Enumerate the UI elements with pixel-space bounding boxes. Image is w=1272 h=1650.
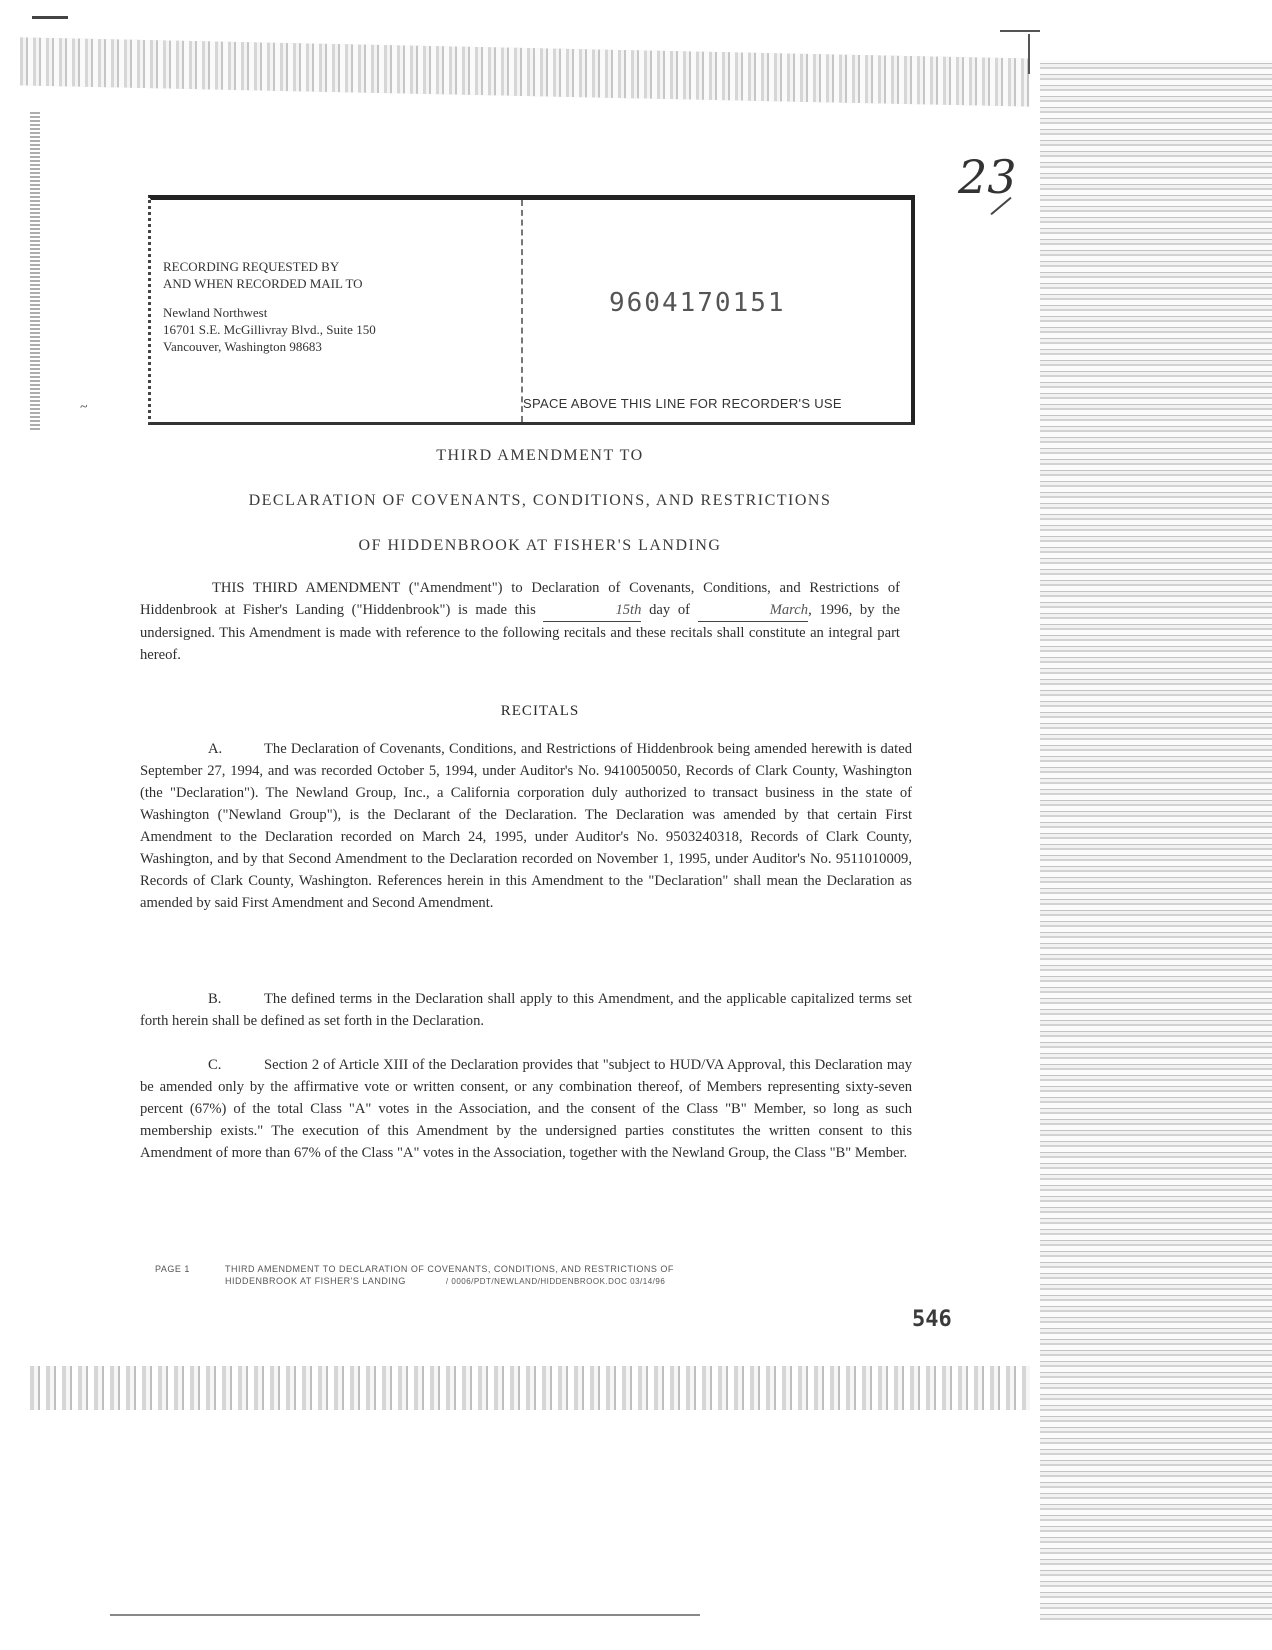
recording-box — [148, 195, 915, 425]
recital-text: Section 2 of Article XIII of the Declaration provides that "subject to HUD/VA Approval, this Declaration may be amended only by the affirmative vote or written consent, or any combination thereof, of Members representing sixty-seven percent (67%) of the total Class "A" votes in the Association, and the consent of the Class "B" Member, so long as such membership exists." The execution of this Amendment by the undersigned parties constitutes the written consent to this Amendment of more than 67% of the Class "A" votes in the Association, together with the Newland Group, the Class "B" Member. — [140, 1057, 912, 1161]
scan-corner-mark — [1000, 30, 1040, 32]
scan-noise-top — [20, 37, 1030, 106]
page-footer — [155, 1263, 674, 1288]
day-fill-in: 15th — [543, 599, 641, 622]
intro-text-2: day of — [649, 602, 690, 618]
document-title-line-3: OF HIDDENBROOK AT FISHER'S LANDING — [358, 537, 722, 554]
mail-to-label: AND WHEN RECORDED MAIL TO — [163, 276, 363, 291]
scan-bottom-rule — [110, 1614, 700, 1616]
recital-letter: C. — [208, 1057, 222, 1073]
document-title-line-1: THIRD AMENDMENT TO — [436, 447, 644, 464]
recital-letter: B. — [208, 991, 222, 1007]
recital-b — [140, 988, 912, 1032]
scan-mark — [32, 16, 68, 19]
handwritten-page-number: 23 — [958, 150, 1017, 204]
month-fill-in: March — [698, 599, 808, 622]
footer-title-line-2: HIDDENBROOK AT FISHER'S LANDING — [225, 1276, 406, 1286]
recital-a — [140, 738, 912, 914]
recording-box-divider — [521, 200, 523, 422]
intro-text-1: THIS THIRD AMENDMENT ("Amendment") to Declaration of Covenants, Conditions, and Restrictions of Hiddenbrook at Fisher's Landing ("Hiddenbrook") is made this — [140, 580, 900, 618]
intro-paragraph — [140, 577, 900, 666]
scan-noise-right — [1040, 60, 1272, 1620]
recording-number: 9604170151 — [609, 288, 786, 318]
scan-corner-mark — [1028, 34, 1030, 74]
recording-requested-label: RECORDING REQUESTED BY — [163, 259, 340, 274]
footer-file-code: / 0006/PDT/NEWLAND/HIDDENBROOK.DOC 03/14/96 — [445, 1277, 666, 1286]
recitals-heading: RECITALS — [500, 703, 580, 719]
addressee-city: Vancouver, Washington 98683 — [163, 339, 322, 354]
recorder-use-label: SPACE ABOVE THIS LINE FOR RECORDER'S USE — [523, 396, 842, 411]
recital-c — [140, 1054, 912, 1164]
addressee-name: Newland Northwest — [163, 305, 268, 320]
recital-text: The defined terms in the Declaration shall apply to this Amendment, and the applicable capitalized terms set forth herein shall be defined as set forth in the Declaration. — [140, 991, 912, 1029]
recital-text: The Declaration of Covenants, Conditions, and Restrictions of Hiddenbrook being amended herewith is dated September 27, 1994, and was recorded October 5, 1994, under Auditor's No. 9410050050, Records of Clark County, Washington (the "Declaration"). The Newland Group, Inc., a California corporation duly authorized to transact business in the state of Washington ("Newland Group"), is the Declarant of the Declaration. The Declaration was amended by that certain First Amendment to the Declaration recorded on March 24, 1995, under Auditor's No. 9503240318, Records of Clark County, Washington, and by that Second Amendment to the Declaration recorded on November 1, 1995, under Auditor's No. 9511010009, Records of Clark County, Washington. References herein in this Amendment to the "Declaration" shall mean the Declaration as amended by said First Amendment and Second Amendment. — [140, 741, 912, 911]
margin-scribble: ~ — [79, 399, 89, 416]
footer-title-line-1: THIRD AMENDMENT TO DECLARATION OF COVENANTS, CONDITIONS, AND RESTRICTIONS OF — [225, 1264, 674, 1274]
recording-address-block — [163, 258, 376, 355]
document-title-line-2: DECLARATION OF COVENANTS, CONDITIONS, AND RESTRICTIONS — [248, 492, 832, 509]
addressee-street: 16701 S.E. McGillivray Blvd., Suite 150 — [163, 322, 376, 337]
scan-noise-left — [30, 110, 40, 430]
intro-text-3: , 1996, by the undersigned. This Amendment is made with reference to the following recitals and these recitals shall constitute an integral part hereof. — [140, 602, 900, 663]
recital-letter: A. — [208, 741, 223, 757]
page-stamp: 546 — [912, 1307, 952, 1332]
scan-noise-bottom — [30, 1366, 1030, 1410]
footer-page-label: PAGE 1 — [155, 1264, 190, 1274]
